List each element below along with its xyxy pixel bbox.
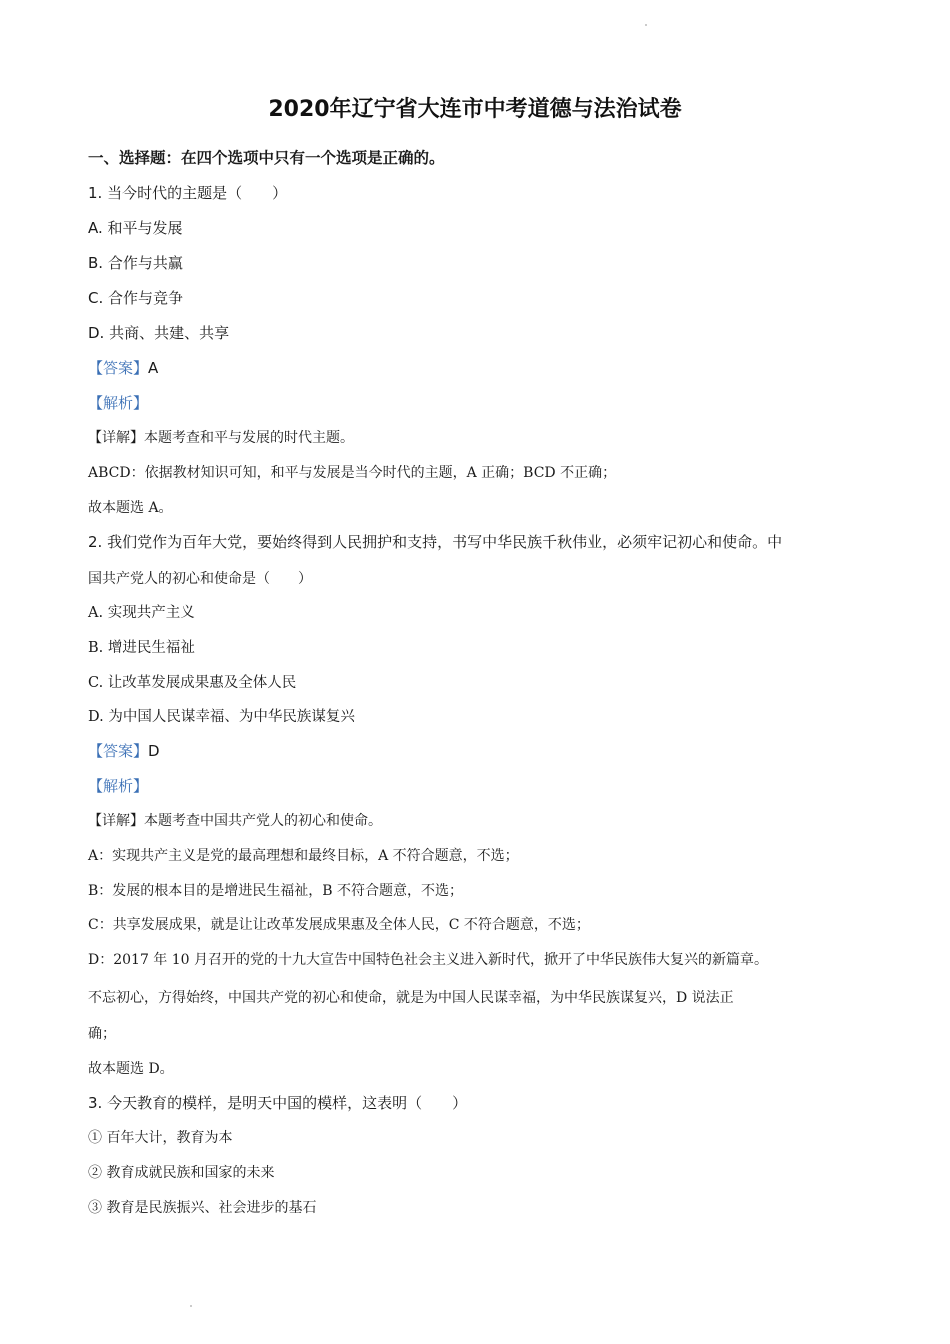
question-2-option-c: C. 让改革发展成果惠及全体人民: [88, 675, 297, 691]
question-2-stem: 2. 我们党作为百年大党，要始终得到人民拥护和支持，书写中华民族千秋伟业，必须牢记初心和使命。中: [88, 533, 783, 551]
answer-label: 【答案】: [88, 359, 149, 377]
question-1-explanation-line: ABCD：依据教材知识可知，和平与发展是当今时代的主题，A 正确；BCD 不正确；: [88, 465, 617, 481]
question-1-explanation-line: 【详解】本题考查和平与发展的时代主题。: [88, 430, 354, 446]
question-1-option-a: A. 和平与发展: [88, 219, 183, 237]
question-1-answer: [88, 358, 158, 378]
question-1-analysis-label: 【解析】: [88, 394, 149, 412]
question-3-option-2: ② 教育成就民族和国家的未来: [88, 1165, 275, 1181]
question-2-explanation-line: 【详解】本题考查中国共产党人的初心和使命。: [88, 813, 382, 829]
question-2-explanation-line: A：实现共产主义是党的最高理想和最终目标，A 不符合题意，不选；: [88, 848, 519, 864]
answer-value: A: [148, 359, 159, 377]
question-2-option-a: A. 实现共产主义: [88, 605, 195, 621]
scan-dot: [645, 24, 647, 26]
question-2-option-b: B. 增进民生福祉: [88, 640, 195, 656]
question-2-explanation-line: B：发展的根本目的是增进民生福祉，B 不符合题意，不选；: [88, 883, 464, 899]
question-2-explanation-line: 确；: [88, 1026, 116, 1042]
question-2-explanation-line: 故本题选 D。: [88, 1061, 174, 1077]
page-title: 2020年辽宁省大连市中考道德与法治试卷: [268, 97, 682, 122]
section-heading: 一、选择题：在四个选项中只有一个选项是正确的。: [88, 149, 445, 167]
question-3-option-1: ① 百年大计，教育为本: [88, 1130, 233, 1146]
question-2-stem: 国共产党人的初心和使命是（ ）: [88, 571, 312, 587]
answer-value: D: [148, 742, 160, 760]
question-1-explanation-line: 故本题选 A。: [88, 500, 173, 516]
question-1-option-d: D. 共商、共建、共享: [88, 324, 230, 342]
answer-label: 【答案】: [88, 742, 149, 760]
question-1-option-c: C. 合作与竞争: [88, 289, 184, 307]
question-3-option-3: ③ 教育是民族振兴、社会进步的基石: [88, 1200, 317, 1216]
question-2-explanation-line: C：共享发展成果，就是让让改革发展成果惠及全体人民，C 不符合题意，不选；: [88, 917, 590, 933]
scan-dot: [190, 1305, 192, 1307]
question-2-analysis-label: 【解析】: [88, 777, 149, 795]
question-3-stem: 3. 今天教育的模样，是明天中国的模样，这表明（ ）: [88, 1094, 468, 1112]
question-2-answer: [88, 741, 160, 761]
question-1-option-b: B. 合作与共赢: [88, 254, 183, 272]
question-2-option-d: D. 为中国人民谋幸福、为中华民族谋复兴: [88, 709, 355, 725]
question-1-stem: 1. 当今时代的主题是（ ）: [88, 184, 288, 202]
question-2-explanation-line: 不忘初心，方得始终，中国共产党的初心和使命，就是为中国人民谋幸福，为中华民族谋复兴，D 说法正: [88, 990, 734, 1006]
question-2-explanation-line: D：2017 年 10 月召开的党的十九大宣告中国特色社会主义进入新时代，掀开了中华民族伟大复兴的新篇章。: [88, 952, 769, 968]
